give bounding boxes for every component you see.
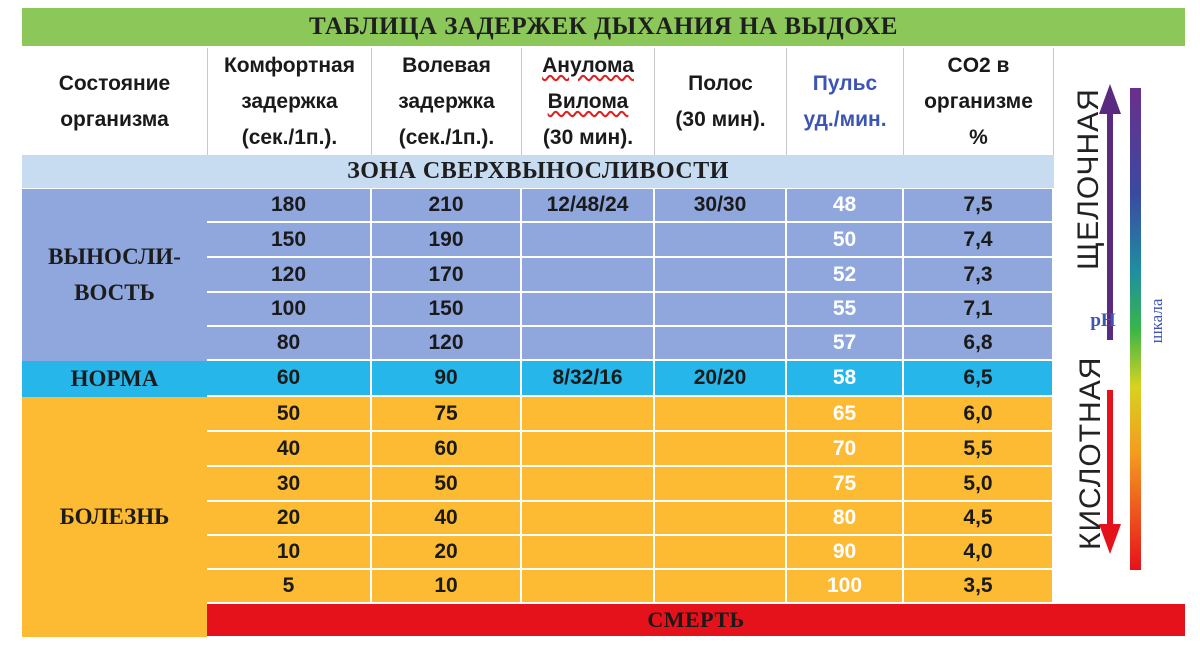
header-comfort-line3: (сек./1п.). [241, 125, 338, 149]
header-polos [655, 48, 787, 155]
cell-co2: 3,5 [904, 570, 1054, 604]
cell-comfort: 150 [207, 223, 372, 258]
header-pulse [787, 48, 904, 155]
header-co2-line1: CO2 в [947, 53, 1010, 77]
cell-polos [655, 502, 787, 536]
cell-pulse: 52 [787, 258, 904, 293]
cell-co2: 7,4 [904, 223, 1054, 258]
header-pulse-line2: уд./мин. [803, 107, 887, 131]
header-anuloma-line3: (30 мин). [542, 125, 634, 149]
cell-volitional: 90 [372, 361, 522, 397]
table-row [207, 327, 1054, 361]
cell-anuloma [522, 293, 655, 327]
header-volitional-line3: (сек./1п.). [398, 125, 495, 149]
cell-volitional: 10 [372, 570, 522, 604]
cell-polos [655, 570, 787, 604]
header-comfort [208, 48, 372, 155]
cell-anuloma [522, 258, 655, 293]
cell-anuloma [522, 536, 655, 570]
cell-comfort: 5 [207, 570, 372, 604]
zone-endurance-line2: ВОСТЬ [74, 280, 155, 305]
ph-gradient-bar [1130, 88, 1141, 570]
cell-pulse: 80 [787, 502, 904, 536]
cell-polos: 20/20 [655, 361, 787, 397]
zone-endurance-line1: ВЫНОСЛИ- [48, 244, 181, 269]
header-anuloma-line2: Вилома [547, 89, 629, 113]
cell-polos [655, 327, 787, 361]
zone-norm-label: НОРМА [22, 361, 207, 397]
table-row [207, 189, 1054, 223]
cell-co2: 5,5 [904, 432, 1054, 467]
cell-comfort: 20 [207, 502, 372, 536]
header-state-line1: Состояние [58, 71, 171, 95]
header-state-line2: организма [60, 107, 169, 131]
cell-co2: 4,0 [904, 536, 1054, 570]
cell-comfort: 30 [207, 467, 372, 502]
header-comfort-line2: задержка [241, 89, 338, 113]
cell-comfort: 120 [207, 258, 372, 293]
header-comfort-line1: Комфортная [223, 53, 355, 77]
zone-endurance-label [22, 189, 207, 361]
header-polos-line2: (30 мин). [675, 107, 766, 131]
cell-comfort: 40 [207, 432, 372, 467]
header-co2-line2: организме [924, 89, 1033, 113]
cell-pulse: 48 [787, 189, 904, 223]
cell-comfort: 180 [207, 189, 372, 223]
zone-death-band: СМЕРТЬ [207, 604, 1185, 636]
cell-comfort: 100 [207, 293, 372, 327]
cell-pulse: 70 [787, 432, 904, 467]
cell-pulse: 58 [787, 361, 904, 397]
zone-super-endurance: ЗОНА СВЕРХВЫНОСЛИВОСТИ [22, 155, 1054, 188]
cell-co2: 5,0 [904, 467, 1054, 502]
cell-volitional: 170 [372, 258, 522, 293]
cell-anuloma [522, 467, 655, 502]
cell-comfort: 80 [207, 327, 372, 361]
cell-pulse: 55 [787, 293, 904, 327]
cell-volitional: 190 [372, 223, 522, 258]
cell-polos [655, 223, 787, 258]
cell-pulse: 75 [787, 467, 904, 502]
cell-anuloma: 12/48/24 [522, 189, 655, 223]
table-row [207, 536, 1054, 570]
zone-disease-label: БОЛЕЗНЬ [22, 397, 207, 637]
cell-polos: 30/30 [655, 189, 787, 223]
cell-anuloma [522, 502, 655, 536]
header-pulse-line1: Пульс [812, 71, 878, 95]
cell-comfort: 10 [207, 536, 372, 570]
cell-volitional: 120 [372, 327, 522, 361]
cell-polos [655, 467, 787, 502]
scale-label: шкала [1147, 298, 1166, 344]
cell-co2: 6,5 [904, 361, 1054, 397]
cell-co2: 7,3 [904, 258, 1054, 293]
cell-co2: 4,5 [904, 502, 1054, 536]
cell-volitional: 40 [372, 502, 522, 536]
table-row [207, 467, 1054, 502]
table-title: ТАБЛИЦА ЗАДЕРЖЕК ДЫХАНИЯ НА ВЫДОХЕ [22, 8, 1185, 46]
cell-polos [655, 293, 787, 327]
cell-comfort: 50 [207, 397, 372, 432]
header-volitional-line1: Волевая [402, 53, 491, 77]
alkaline-label: ЩЕЛОЧНАЯ [1072, 88, 1105, 270]
cell-polos [655, 536, 787, 570]
header-volitional [372, 48, 522, 155]
cell-anuloma [522, 432, 655, 467]
table-row [207, 397, 1054, 432]
cell-volitional: 75 [372, 397, 522, 432]
table-row [207, 223, 1054, 258]
cell-anuloma [522, 570, 655, 604]
cell-co2: 7,5 [904, 189, 1054, 223]
header-co2 [904, 48, 1054, 155]
cell-volitional: 60 [372, 432, 522, 467]
cell-polos [655, 432, 787, 467]
cell-anuloma: 8/32/16 [522, 361, 655, 397]
cell-polos [655, 258, 787, 293]
header-state [22, 48, 208, 155]
table-row [207, 570, 1054, 604]
cell-pulse: 65 [787, 397, 904, 432]
acidic-label: КИСЛОТНАЯ [1074, 356, 1107, 550]
header-anuloma-line1: Анулома [542, 53, 634, 77]
cell-volitional: 150 [372, 293, 522, 327]
cell-pulse: 57 [787, 327, 904, 361]
cell-pulse: 50 [787, 223, 904, 258]
cell-volitional: 210 [372, 189, 522, 223]
cell-volitional: 20 [372, 536, 522, 570]
cell-pulse: 90 [787, 536, 904, 570]
header-polos-line1: Полос [688, 71, 753, 95]
table-row [207, 258, 1054, 293]
header-anuloma [522, 48, 655, 155]
cell-anuloma [522, 327, 655, 361]
cell-volitional: 50 [372, 467, 522, 502]
header-volitional-line2: задержка [398, 89, 495, 113]
header-co2-line3: % [969, 125, 988, 149]
cell-anuloma [522, 397, 655, 432]
table-row [207, 502, 1054, 536]
cell-co2: 7,1 [904, 293, 1054, 327]
cell-co2: 6,0 [904, 397, 1054, 432]
table-row [207, 432, 1054, 467]
cell-pulse: 100 [787, 570, 904, 604]
cell-co2: 6,8 [904, 327, 1054, 361]
cell-comfort: 60 [207, 361, 372, 397]
cell-anuloma [522, 223, 655, 258]
ph-label: pH [1090, 310, 1116, 331]
table-row [207, 293, 1054, 327]
table-row [207, 361, 1054, 397]
cell-polos [655, 397, 787, 432]
